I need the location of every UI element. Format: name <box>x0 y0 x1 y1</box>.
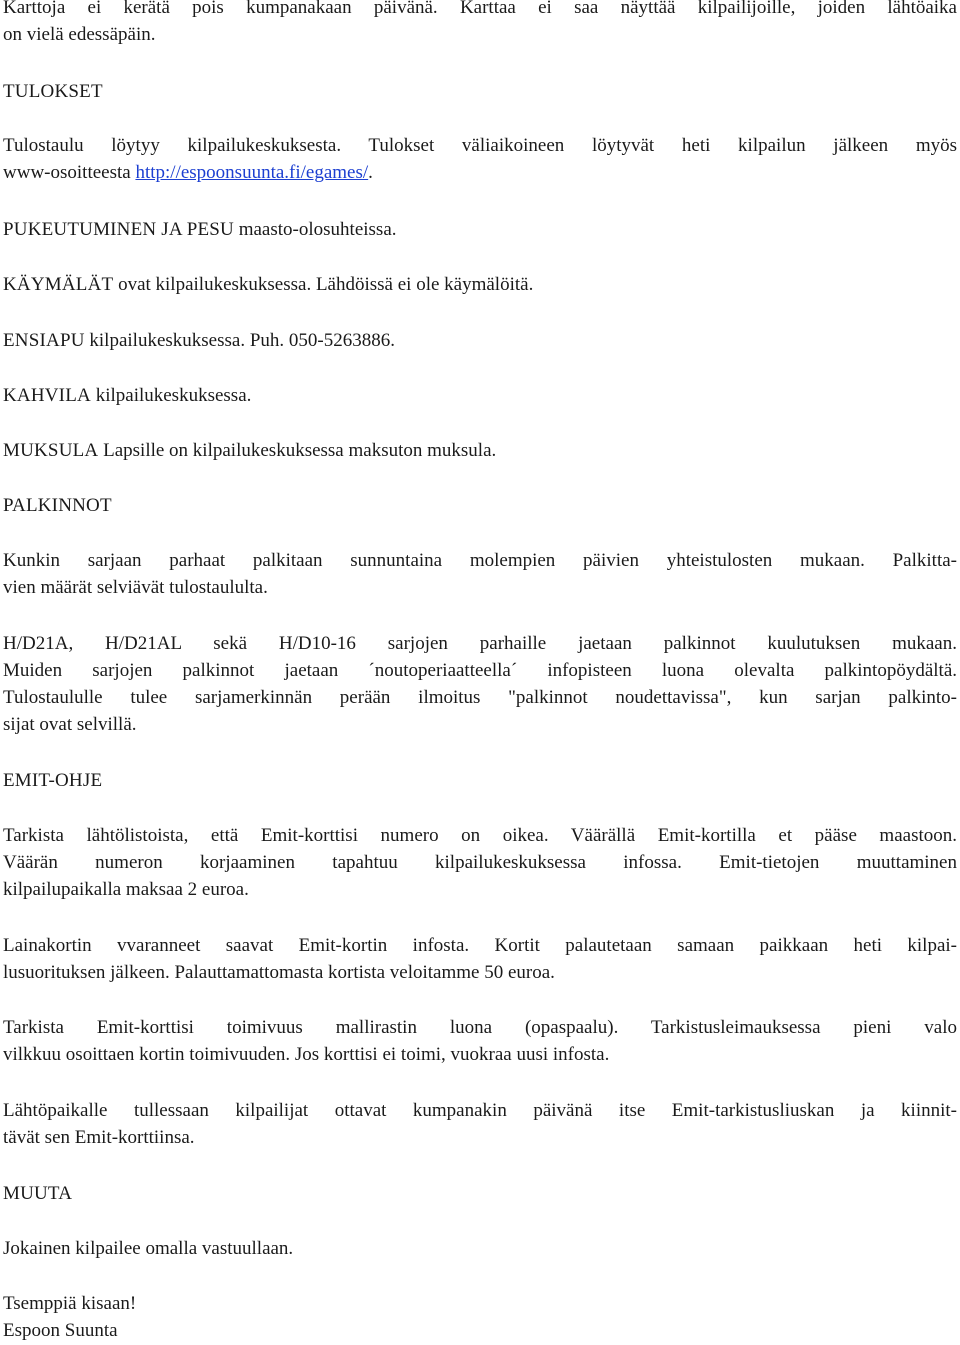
muksula-text: Lapsille on kilpailukeskuksessa maksuton muksula. <box>98 440 497 461</box>
section-heading-kaymalat: KÄYMÄLÄT <box>3 274 114 295</box>
section-heading-muuta: MUUTA <box>3 1183 73 1204</box>
palkinnot-p2-line-1: H/D21A, H/D21AL sekä H/D10-16 sarjojen parhaille jaetaan palkinnot kuulutuksen mukaan. <box>3 633 957 654</box>
tulokset-line-2 <box>3 159 957 186</box>
section-heading-muksula: MUKSULA <box>3 440 99 461</box>
emit-p1-line-3: kilpailupaikalla maksaa 2 euroa. <box>3 879 249 900</box>
muuta-text: Jokainen kilpailee omalla vastuullaan. <box>3 1238 294 1259</box>
ensiapu-paragraph <box>3 327 957 354</box>
palkinnot-p1-line-2: vien määrät selviävät tulostaululta. <box>3 577 268 598</box>
section-heading-palkinnot: PALKINNOT <box>3 495 112 516</box>
intro-line-1: Karttoja ei kerätä pois kumpanakaan päivänä. Karttaa ei saa näyttää kilpailijoille, joiden lähtöaika <box>3 0 957 18</box>
section-heading-emit-ohje: EMIT-OHJE <box>3 770 103 791</box>
section-heading-kahvila: KAHVILA <box>3 385 91 406</box>
emit-p3-line-2: vilkkuu osoittaen kortin toimivuuden. Jos korttisi ei toimi, vuokraa uusi infosta. <box>3 1044 610 1065</box>
kahvila-text: kilpailukeskuksessa. <box>90 385 252 406</box>
tulokset-line-2-prefix: www-osoitteesta <box>3 162 136 183</box>
pukeutuminen-paragraph <box>3 216 957 243</box>
emit-p3-line-1: Tarkista Emit-korttisi toimivuus mallirastin luona (opaspaalu). Tarkistusleimauksessa pieni valo <box>3 1017 957 1038</box>
palkinnot-p2-line-4: sijat ovat selvillä. <box>3 714 137 735</box>
intro-line-2: on vielä edessäpäin. <box>3 24 156 45</box>
palkinnot-p2-line-3: Tulostaululle tulee sarjamerkinnän perään ilmoitus "palkinnot noudettavissa", kun sarjan palkinto- <box>3 687 957 708</box>
emit-p1-line-2: Väärän numeron korjaaminen tapahtuu kilpailukeskuksessa infossa. Emit-tietojen muuttaminen <box>3 852 957 873</box>
palkinnot-p1-line-1: Kunkin sarjaan parhaat palkitaan sunnuntaina molempien päivien yhteistulosten mukaan. Palkitta- <box>3 550 957 571</box>
section-heading-pukeutuminen: PUKEUTUMINEN JA PESU <box>3 219 234 240</box>
pukeutuminen-text: maasto-olosuhteissa. <box>233 219 397 240</box>
closing-greeting: Tsemppiä kisaan! <box>3 1293 137 1314</box>
ensiapu-text: kilpailukeskuksessa. Puh. 050-5263886. <box>84 330 395 351</box>
tulokset-line-1: Tulostaulu löytyy kilpailukeskuksesta. Tulokset väliaikoineen löytyvät heti kilpailun jälkeen myös <box>3 135 957 156</box>
tulokset-line-2-suffix: . <box>368 162 373 183</box>
emit-p4-line-2: tävät sen Emit-korttiinsa. <box>3 1127 195 1148</box>
emit-p2-line-2: lusuorituksen jälkeen. Palauttamattomasta kortista veloitamme 50 euroa. <box>3 962 555 983</box>
kaymalat-text: ovat kilpailukeskuksessa. Lähdöissä ei ole käymälöitä. <box>113 274 534 295</box>
kaymalat-paragraph <box>3 271 957 298</box>
muksula-paragraph <box>3 437 957 464</box>
emit-p2-line-1: Lainakortin vvaranneet saavat Emit-kortin infosta. Kortit palautetaan samaan paikkaan heti kilpai- <box>3 935 957 956</box>
emit-p4-line-1: Lähtöpaikalle tullessaan kilpailijat ottavat kumpanakin päivänä itse Emit-tarkistusliuskan ja kiinnit- <box>3 1100 957 1121</box>
palkinnot-p2-line-2: Muiden sarjojen palkinnot jaetaan ´noutoperiaatteella´ infopisteen luona olevalta palkintopöydältä. <box>3 660 957 681</box>
emit-p1-line-1: Tarkista lähtölistoista, että Emit-korttisi numero on oikea. Väärällä Emit-kortilla et pääse maastoon. <box>3 825 957 846</box>
closing-signature: Espoon Suunta <box>3 1320 118 1341</box>
results-link[interactable]: http://espoonsuunta.fi/egames/ <box>135 162 369 183</box>
section-heading-ensiapu: ENSIAPU <box>3 330 85 351</box>
section-heading-tulokset: TULOKSET <box>3 81 103 102</box>
kahvila-paragraph <box>3 382 957 409</box>
